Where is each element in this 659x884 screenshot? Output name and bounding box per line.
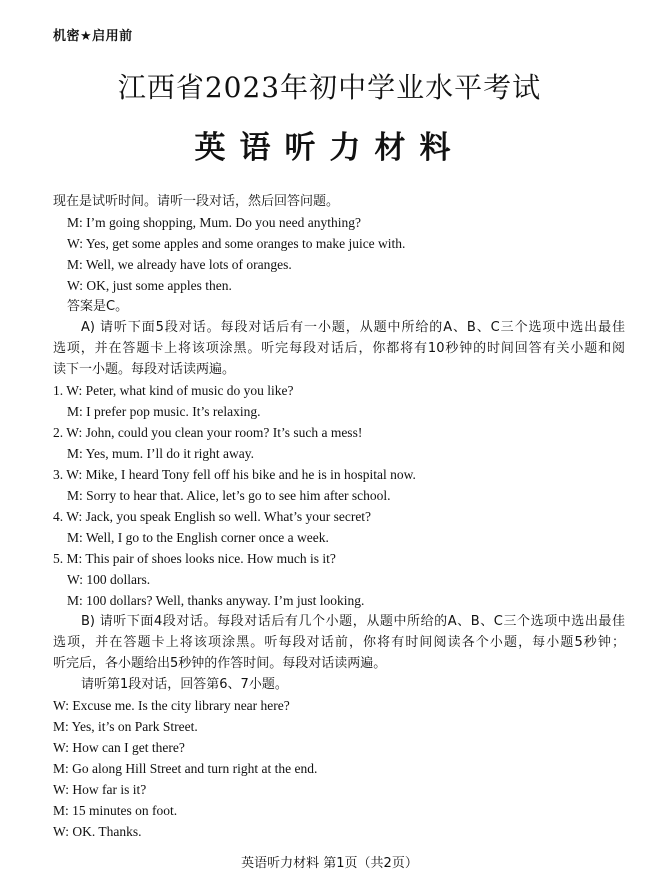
dialogue-line: W: OK. Thanks.: [53, 824, 142, 839]
dialogue-line: 5. M: This pair of shoes looks nice. How much is it?: [53, 551, 336, 566]
sample-line: W: Yes, get some apples and some oranges to make juice with.: [67, 236, 406, 251]
dialogue-line: M: 15 minutes on foot.: [53, 803, 178, 818]
dialogue-line: 4. W: Jack, you speak English so well. What’s your secret?: [53, 509, 372, 524]
dialogue-line: W: How far is it?: [53, 782, 147, 797]
dialogue-line: M: 100 dollars? Well, thanks anyway. I’m just looking.: [67, 593, 365, 608]
dialogue-line: W: Excuse me. Is the city library near here?: [53, 698, 290, 713]
section-a-instructions: 选项，并在答题卡上将该项涂黑。听完每段对话后，你都将有10秒钟的时间回答有关小题和阅: [53, 341, 625, 356]
dialogue-line: M: Sorry to hear that. Alice, let’s go to see him after school.: [67, 488, 391, 503]
confidential-label: 机密★启用前: [53, 29, 133, 44]
section-b-instructions: 听完后，各小题给出5秒钟的作答时间。每段对话读两遍。: [53, 656, 387, 671]
section-a-instructions: A) 请听下面5段对话。每段对话后有一小题，从题中所给的A、B、C三个选项中选出最佳: [81, 320, 625, 335]
exam-title: 江西省2023年初中学业水平考试: [117, 71, 542, 104]
dialogue-line: M: Yes, it’s on Park Street.: [53, 719, 198, 734]
sample-line: M: I’m going shopping, Mum. Do you need anything?: [67, 215, 361, 230]
document-subtitle: 英语听力材料: [194, 130, 465, 166]
intro-text: 现在是试听时间。请听一段对话，然后回答问题。: [53, 194, 340, 209]
section-a-instructions: 读下一小题。每段对话读两遍。: [53, 362, 236, 377]
dialogue-line: M: Go along Hill Street and turn right at the end.: [53, 761, 318, 776]
dialogue-line: W: How can I get there?: [53, 740, 185, 755]
dialogue-line: M: Well, I go to the English corner once a week.: [67, 530, 329, 545]
page-footer: 英语听力材料 第1页（共2页）: [241, 856, 418, 871]
section-b-instructions: 选项，并在答题卡上将该项涂黑。听每段对话前，你将有时间阅读各个小题，每小题5秒钟；: [53, 635, 625, 650]
sample-line: M: Well, we already have lots of oranges.: [67, 257, 292, 272]
dialogue-line: 2. W: John, could you clean your room? It’s such a mess!: [53, 425, 363, 440]
dialogue-line: W: 100 dollars.: [67, 572, 151, 587]
sample-line: W: OK, just some apples then.: [67, 278, 232, 293]
dialogue-line: 3. W: Mike, I heard Tony fell off his bike and he is in hospital now.: [53, 467, 416, 482]
dialogue-line: M: Yes, mum. I’ll do it right away.: [67, 446, 254, 461]
section-b-prompt: 请听第1段对话，回答第6、7小题。: [81, 677, 288, 692]
section-b-instructions: B) 请听下面4段对话。每段对话后有几个小题，从题中所给的A、B、C三个选项中选出最佳: [81, 614, 625, 629]
dialogue-line: M: I prefer pop music. It’s relaxing.: [67, 404, 261, 419]
sample-answer: 答案是C。: [67, 299, 129, 314]
dialogue-line: 1. W: Peter, what kind of music do you like?: [53, 383, 294, 398]
